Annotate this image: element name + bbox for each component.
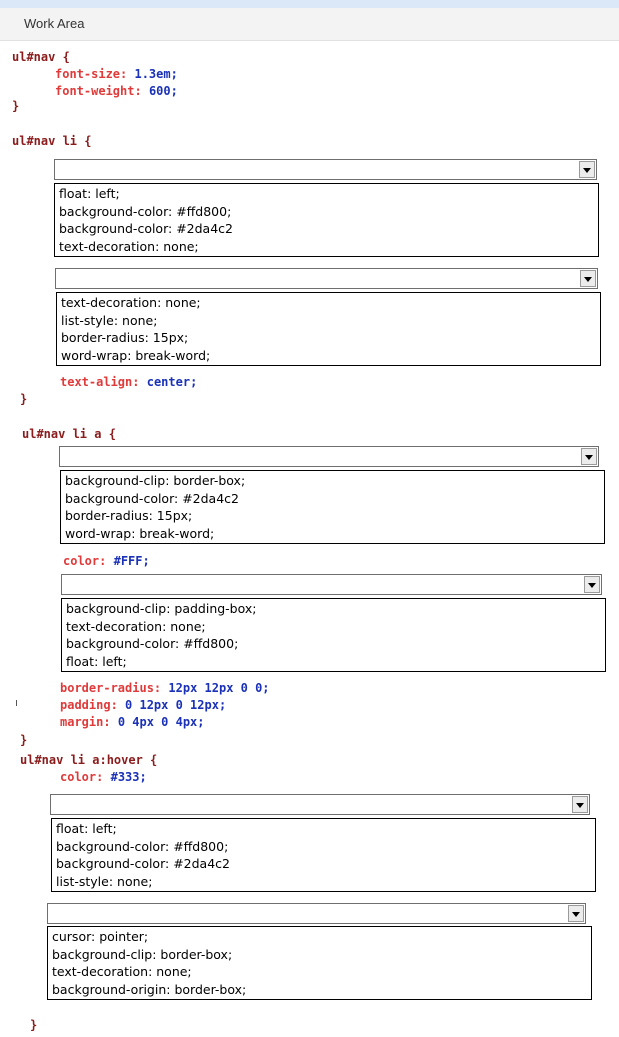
answer-dropdown-1[interactable] [54, 159, 597, 180]
property-value: center; [146, 375, 198, 389]
property-value: #FFF; [113, 554, 150, 568]
css-line-selector-nav-li-a [22, 427, 116, 441]
dropdown-options-list-1 [54, 183, 599, 257]
dropdown-option[interactable]: background-origin: border-box; [52, 981, 247, 997]
css-line-padding [60, 698, 226, 712]
dropdown-option[interactable]: word-wrap: break-word; [61, 347, 211, 363]
selector-text: ul#nav li a:hover { [20, 753, 158, 767]
property-value: 0 12px 0 12px; [125, 698, 227, 712]
chevron-down-icon[interactable] [581, 448, 597, 465]
chevron-down-icon[interactable] [579, 161, 595, 178]
dropdown-option[interactable]: list-style: none; [61, 312, 158, 328]
chevron-down-icon[interactable] [584, 576, 600, 593]
property-name: font-size: [55, 67, 128, 81]
dropdown-option[interactable]: text-decoration: none; [61, 295, 201, 310]
css-line-font-weight [55, 84, 178, 98]
dropdown-option[interactable]: list-style: none; [56, 873, 153, 889]
chevron-down-icon[interactable] [572, 796, 588, 813]
css-line-font-size [55, 67, 178, 81]
dropdown-option[interactable]: text-decoration: none; [52, 964, 192, 979]
chevron-down-icon[interactable] [568, 905, 584, 922]
css-closing-brace: } [30, 1018, 38, 1032]
css-closing-brace: } [20, 392, 28, 406]
dropdown-option[interactable]: word-wrap: break-word; [65, 525, 215, 541]
answer-dropdown-4[interactable] [61, 574, 602, 595]
selector-text: ul#nav { [12, 50, 70, 64]
property-name: color: [63, 554, 107, 568]
property-name: text-align: [60, 375, 140, 389]
dropdown-option[interactable]: background-color: #ffd800; [59, 203, 232, 219]
dropdown-option[interactable]: background-color: #ffd800; [66, 636, 239, 651]
window-top-strip [0, 0, 619, 8]
property-value: 0 4px 0 4px; [117, 715, 205, 729]
dropdown-options-list-6 [47, 926, 592, 1000]
property-value: 600; [148, 84, 178, 98]
dropdown-option[interactable]: background-color: #2da4c2 [65, 490, 239, 506]
dropdown-option[interactable]: text-decoration: none; [59, 238, 199, 254]
property-name: margin: [60, 715, 111, 729]
dropdown-options-list-5 [51, 818, 596, 892]
property-name: border-radius: [60, 681, 162, 695]
dropdown-option[interactable]: border-radius: 15px; [61, 330, 189, 345]
margin-marker [16, 700, 17, 706]
property-value: 1.3em; [134, 67, 178, 81]
dropdown-option[interactable]: background-color: #2da4c2 [56, 856, 230, 871]
property-value: #333; [110, 770, 147, 784]
answer-dropdown-5[interactable] [50, 794, 590, 815]
dropdown-option[interactable]: background-color: #ffd800; [56, 838, 229, 854]
dropdown-option[interactable]: cursor: pointer; [52, 929, 149, 944]
dropdown-option[interactable]: background-clip: border-box; [65, 473, 246, 488]
dropdown-options-list-2 [56, 292, 601, 366]
css-line-selector-nav [12, 50, 70, 64]
property-value: 12px 12px 0 0; [168, 681, 270, 695]
css-line-color-fff [63, 554, 150, 568]
dropdown-option[interactable]: border-radius: 15px; [65, 508, 193, 523]
dropdown-options-list-3 [60, 470, 605, 544]
answer-dropdown-6[interactable] [47, 903, 586, 924]
work-area-title: Work Area [24, 16, 85, 31]
dropdown-option[interactable]: background-clip: padding-box; [66, 601, 257, 616]
dropdown-option[interactable]: float: left; [56, 821, 117, 836]
property-name: color: [60, 770, 104, 784]
dropdown-option[interactable]: background-clip: border-box; [52, 946, 233, 962]
selector-text: ul#nav li a { [22, 427, 116, 441]
dropdown-option[interactable]: float: left; [59, 186, 120, 201]
dropdown-option[interactable]: float: left; [66, 653, 127, 669]
css-line-margin [60, 715, 205, 729]
css-line-selector-nav-li [12, 134, 91, 148]
dropdown-options-list-4 [61, 598, 606, 672]
css-closing-brace: } [12, 99, 20, 113]
answer-dropdown-3[interactable] [59, 446, 599, 467]
answer-dropdown-2[interactable] [55, 268, 598, 289]
chevron-down-icon[interactable] [580, 270, 596, 287]
dropdown-option[interactable]: background-color: #2da4c2 [59, 221, 233, 236]
dropdown-option[interactable]: text-decoration: none; [66, 618, 206, 634]
property-name: padding: [60, 698, 118, 712]
css-line-text-align [60, 375, 197, 389]
property-name: font-weight: [55, 84, 142, 98]
css-line-border-radius [60, 681, 270, 695]
css-line-color-333 [60, 770, 147, 784]
css-closing-brace: } [20, 733, 28, 747]
css-line-selector-hover [20, 753, 157, 767]
work-area-header [0, 8, 619, 41]
selector-text: ul#nav li { [12, 134, 92, 148]
